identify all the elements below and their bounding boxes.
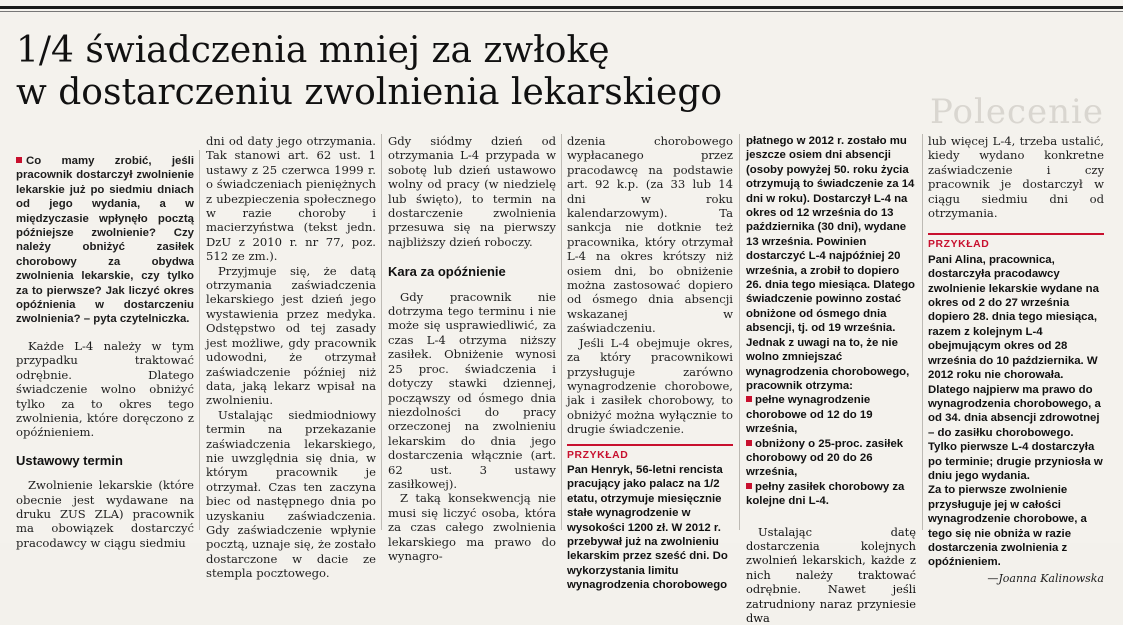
reader-question <box>16 154 194 327</box>
example-text: Pan Henryk, 56-letni rencista pracujący jako palacz na 1/2 etatu, otrzymuje miesięcznie stałe wynagrodzenie w wysokości 1200 zł. W 2012 r. przebywał już na zwolnieniu lekarskim przez sześć dni. Do wykorzystania limitu wynagrodzenia chorobowego <box>567 463 728 592</box>
paragraph: Z taką konsekwencją nie musi się liczyć osoba, która za czas całego zwolnienia lekarskiego ma prawo do wynagro- <box>388 491 556 563</box>
column-6 <box>928 134 1104 586</box>
paragraph: Jeśli L-4 obejmuje okres, za który pracownikowi przysługuje zarówno wynagrodzenie chorobowe, jak i zasiłek chorobowy, to obniżyć można wyłącznie to drugie świadczenie. <box>567 335 733 437</box>
paragraph: Gdy pracownik nie dotrzyma tego terminu i nie może się usprawiedliwić, za czas L-4 otrzyma niższy zasiłek. Obniżenie wynosi 25 proc. świadczenia i dotyczy stawki dziennej, począwszy od ósmego dnia niezdolności do pracy orzeczonej na zwolnieniu lekarskim do dnia jego dostarczenia włącznie (art. 62 ust. 3 ustawy zasiłkowej). <box>388 289 556 491</box>
question-signature: – pyta czytelniczka. <box>83 313 190 326</box>
bleed-through-text: Polecenie <box>930 92 1105 132</box>
column-divider <box>739 134 740 530</box>
answer-paragraph: Każde L-4 należy w tym przypadku traktować odrębnie. Dlatego świadczenie wolno obniżyć tylko za to okres tego zwolnienia, które doręczono z opóźnieniem. <box>16 338 194 440</box>
column-divider <box>199 150 200 530</box>
paragraph: Ustalając datę dostarczenia kolejnych zwolnień lekarskich, każde z nich należy traktować odrębnie. Nawet jeśli zatrudniony naraz przyniesie dwa <box>746 524 916 625</box>
paragraph: Zwolnienie lekarskie (które obecnie jest wydawane na druku ZUS ZLA) pracownik ma obowiązek dostarczyć pracodawcy w ciągu siedmiu <box>16 478 194 550</box>
reader-question-text: Co mamy zrobić, jeśli pracownik dostarczył zwolnienie lekarskie już po siedmiu dniach od jego wydania, a w międzyczasie wpłynęło pocztą późniejsze zwolnienie? Czy należy obniżyć zasiłek chorobowy za obydwa zwolnienia lekarskie, czy tylko za to pierwsze? Jak liczyć okres opóźnienia w dostarczeniu zwolnienia? <box>16 155 194 326</box>
example-box <box>928 230 1104 569</box>
top-rule-thin <box>0 11 1123 12</box>
bullet-item: obniżony o 25-proc. zasiłek chorobowy od 20 do 26 września, <box>746 437 916 480</box>
headline-line-1: 1/4 świadczenia mniej za zwłokę <box>16 30 610 71</box>
column-2 <box>206 134 376 581</box>
paragraph: Przyjmuje się, że datą otrzymania zaświadczenia lekarskiego jest dzień jego wystawienia przez medyka. Odstępstwo od tej zasady jest możliwe, gdy pracownik udowodni, że otrzymał zaświadczenie później niż data, jaką lekarz wpisał na zwolnieniu. <box>206 263 376 408</box>
example-text: Pani Alina, pracownica, dostarczyła pracodawcy zwolnienie lekarskie wydane na okres od 2 do 27 września dopiero 28. dnia tego miesiąca, razem z kolejnym L-4 obejmującym okres od 28 września do 10 października. W 2012 roku nie chorowała. Dlatego najpierw ma prawo do wynagrodzenia chorobowego, a od 34. dnia absencji zdrowotnej – do zasiłku chorobowego. Tylko pierwsze L-4 dostarczyła po terminie; drugie przyniosła w dniu jego wydania. <box>928 253 1103 482</box>
author-byline: —Joanna Kalinowska <box>987 571 1104 585</box>
paragraph: Ustalając siedmiodniowy termin na przekazanie zaświadczenia lekarskiego, nie uwzględnia się dnia, w którym pracownik je otrzymał. Czas ten zaczyna biec od następnego dnia po uzyskaniu zaświadczenia. Gdy zaświadczenie wpłynie pocztą, uznaje się, że zostało dostarczone w dacie ze stempla pocztowego. <box>206 407 376 581</box>
column-divider <box>381 134 382 530</box>
red-square-icon <box>16 157 22 163</box>
column-4 <box>567 134 733 593</box>
bullet-item: pełne wynagrodzenie chorobowe od 12 do 19 września, <box>746 393 916 436</box>
example-label: PRZYKŁAD <box>567 444 733 463</box>
example-label: PRZYKŁAD <box>928 233 1104 252</box>
bullet-item: pełny zasiłek chorobowy za kolejne dni L-4. <box>746 480 916 509</box>
column-divider <box>922 134 923 530</box>
subhead-kara-za-opoznienie: Kara za opóźnienie <box>388 264 506 280</box>
paragraph: Gdy siódmy dzień od otrzymania L-4 przypada w sobotę lub dzień ustawowo wolny od pracy (w niedzielę lub święto), to termin na dostarczenie zwolnienia przesuwa się na pierwszy najbliższy dzień roboczy. <box>388 134 556 249</box>
example-continued: płatnego w 2012 r. zostało mu jeszcze osiem dni absencji (osoby powyżej 50. roku życia otrzymują to świadczenie za 14 dni w roku). Dostarczył L-4 na okres od 12 września do 13 października (30 dni), wydane 13 września. Powinien dostarczyć L-4 najpóźniej 20 września, a zrobił to dopiero 26. dnia tego miesiąca. Dlatego świadczenie powinno zostać obniżone od ósmego dnia absencji, tj. od 19 września. Jednak z uwagi na to, że nie wolno zmniejszać wynagrodzenia chorobowego, pracownik otrzyma: <box>746 135 916 392</box>
article-headline <box>16 30 722 114</box>
paragraph: dni od daty jego otrzymania. Tak stanowi art. 62 ust. 1 ustawy z 25 czerwca 1999 r. o świadczeniach pieniężnych z ubezpieczenia społecznego w razie choroby i macierzyństwa (tekst jedn. DzU z 2010 r. nr 77, poz. 512 ze zm.). <box>206 134 376 264</box>
subhead-ustawowy-termin: Ustawowy termin <box>16 452 123 468</box>
top-rule <box>0 6 1123 9</box>
paragraph: dzenia chorobowego wypłacanego przez pracodawcę na podstawie art. 92 k.p. (za 33 lub 14 dni w roku kalendarzowym). Ta sankcja nie dotknie też pracownika, który otrzymał L-4 na okres krótszy niż osiem dni, bo obniżenie można zastosować dopiero od ósmego dnia absencji wskazanej w zaświadczeniu. <box>567 134 733 336</box>
column-divider <box>561 134 562 530</box>
example-text: Za to pierwsze zwolnienie przysługuje jej w całości wynagrodzenie chorobowe, a tego się nie obniża w razie dostarczenia zwolnienia z opóźnieniem. <box>928 484 1087 569</box>
column-1 <box>16 154 194 550</box>
column-3 <box>388 134 556 563</box>
example-box <box>567 441 733 593</box>
headline-line-2: w dostarczeniu zwolnienia lekarskiego <box>16 72 723 113</box>
paragraph: lub więcej L-4, trzeba ustalić, kiedy wydano konkretne zaświadczenie i czy pracownik je dostarczył w ciągu siedmiu dni od otrzymania. <box>928 134 1104 221</box>
column-5 <box>746 134 916 625</box>
